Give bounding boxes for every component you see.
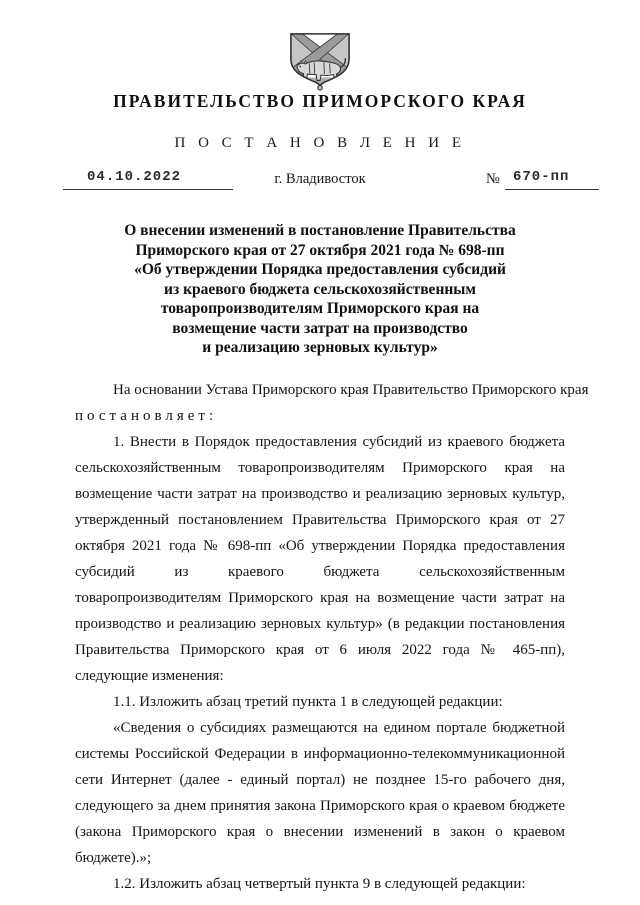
resolves-word: постановляет: (75, 408, 218, 424)
body-paragraph: 1.2. Изложить абзац четвертый пункта 9 в следующей редакции: (113, 876, 526, 892)
title-line: О внесении изменений в постановление Правительства (124, 222, 516, 239)
city-label: г. Владивосток (274, 171, 366, 187)
document-type-heading: П О С Т А Н О В Л Е Н И Е (174, 135, 466, 151)
document-title (75, 221, 565, 358)
coat-of-arms-icon (288, 31, 352, 93)
intro-line: На основании Устава Приморского края Правительство Приморского края (113, 382, 589, 398)
date-field: 04.10.2022 (63, 166, 233, 190)
number-field: 670-пп (505, 166, 599, 190)
meta-row (0, 166, 640, 192)
document-body (75, 377, 589, 897)
title-line: «Об утверждении Порядка предоставления субсидий (134, 261, 506, 278)
number-sign: № (486, 171, 500, 187)
title-line: Приморского края от 27 октября 2021 года № 698-пп (135, 241, 505, 259)
body-paragraph: 1. Внести в Порядок предоставления субсидий из краевого бюджета сельскохозяйственным товаропроизводителям Приморского края на возмещение части затрат на производство и реализацию зерновых культур, утвержденный постановлением Правительства Приморского края от 27 октября 2021 года № 698-пп «Об утверждении Порядка предоставления субсидий из краевого бюджета сельскохозяйственным товаропроизводителям Приморского края на возмещение части затрат на производство и реализацию зерновых культур» (в редакции постановления Правительства Приморского края от 6 июля 2022 года № 465-пп), следующие изменения: (75, 434, 565, 684)
organization-name: ПРАВИТЕЛЬСТВО ПРИМОРСКОГО КРАЯ (113, 91, 527, 111)
title-line: товаропроизводителям Приморского края на (160, 300, 480, 317)
body-paragraph: 1.1. Изложить абзац третий пункта 1 в следующей редакции: (113, 694, 503, 710)
title-line: возмещение части затрат на производство (172, 319, 468, 337)
title-line: из краевого бюджета сельскохозяйственным (164, 280, 476, 298)
body-paragraph: «Сведения о субсидиях размещаются на едином портале бюджетной системы Российской Федерации в информационно-телекоммуникационной сети Интернет (далее - единый портал) не позднее 15-го рабочего дня, следующего за днем принятия закона Приморского края о краевом бюджете (закона Приморского края о внесении изменений в закон о краевом бюджете).»; (75, 720, 565, 866)
title-line: и реализацию зерновых культур» (202, 339, 438, 356)
